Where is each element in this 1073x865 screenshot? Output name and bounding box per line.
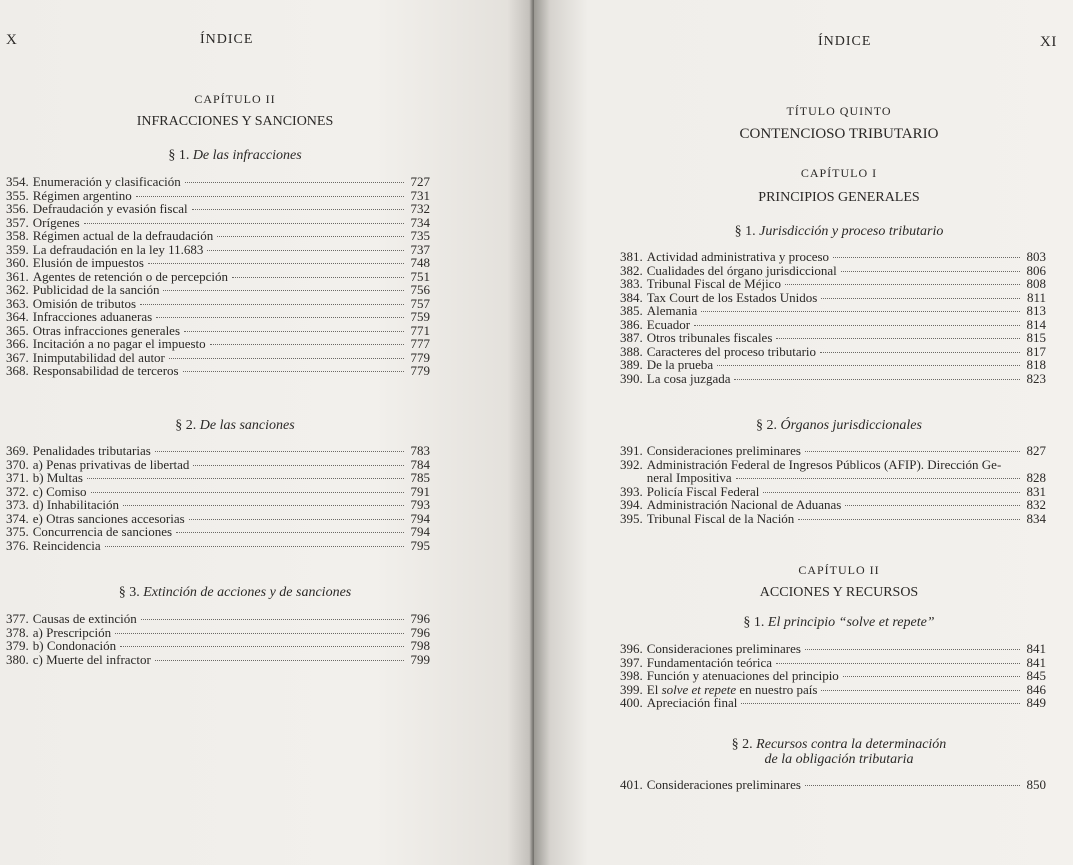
toc-entry <box>6 256 430 270</box>
entry-title: d) Inhabilitación <box>32 497 120 512</box>
leader-dots <box>821 690 1020 691</box>
entry-title: Otras infracciones generales <box>32 322 181 338</box>
leader-dots <box>192 209 404 210</box>
entry-number: 354. <box>6 174 29 189</box>
toc-entry <box>6 189 430 203</box>
entry-page: 841 <box>1026 641 1046 656</box>
entry-title: Infracciones aduaneras <box>32 309 153 324</box>
toc-entry <box>620 642 1046 656</box>
left-section-2-heading <box>0 418 470 434</box>
toc-entry <box>620 458 1046 485</box>
entry-number: 371. <box>6 470 29 485</box>
leader-dots <box>776 663 1020 664</box>
leader-dots <box>140 304 404 305</box>
toc-entry <box>6 539 430 553</box>
entry-number: 381. <box>620 249 643 264</box>
entry-title: Cualidades del órgano jurisdiccional <box>646 262 837 278</box>
entry-page: 794 <box>410 524 430 539</box>
entry-page: 737 <box>410 241 430 257</box>
entry-page: 823 <box>1026 370 1046 386</box>
section-title: Jurisdicción y proceso tributario <box>759 224 944 239</box>
leader-dots <box>141 619 404 620</box>
entry-number: 355. <box>6 187 29 203</box>
leader-dots <box>91 492 404 493</box>
leader-dots <box>84 223 404 224</box>
entry-number: 395. <box>620 510 643 526</box>
titulo-name: CONTENCIOSO TRIBUTARIO <box>739 126 939 142</box>
entry-number: 391. <box>620 443 643 458</box>
toc-entry <box>6 525 430 539</box>
leader-dots <box>176 532 404 533</box>
entry-number: 394. <box>620 497 643 512</box>
entry-title: Responsabilidad de terceros <box>32 363 179 378</box>
left-section-1-list <box>6 175 430 378</box>
leader-dots <box>105 546 404 547</box>
toc-entry <box>620 331 1046 345</box>
right-chapter-2-label: CAPÍTULO II <box>798 563 880 577</box>
entry-number: 375. <box>6 524 29 539</box>
entry-page: 808 <box>1026 276 1046 291</box>
entry-title: Otros tribunales fiscales <box>646 330 773 345</box>
leader-dots <box>717 365 1020 366</box>
entry-page: 785 <box>410 470 430 485</box>
entry-page: 784 <box>410 456 430 472</box>
entry-title: Alemania <box>646 303 698 318</box>
toc-entry <box>620 250 1046 264</box>
entry-number: 356. <box>6 201 29 216</box>
leader-dots <box>189 519 404 520</box>
toc-entry <box>6 485 430 499</box>
leader-dots <box>734 379 1020 380</box>
entry-page: 757 <box>410 295 430 311</box>
entry-page: 798 <box>410 638 430 653</box>
section-title: Órganos jurisdiccionales <box>780 418 922 433</box>
toc-entry <box>6 297 430 311</box>
entry-title: Tribunal Fiscal de la Nación <box>646 510 795 526</box>
entry-title: Policía Fiscal Federal <box>646 483 760 499</box>
right-section-1-list <box>620 250 1046 385</box>
toc-entry <box>6 243 430 257</box>
section-sign: § 1. <box>168 148 190 163</box>
toc-entry <box>6 639 430 653</box>
toc-entry <box>620 291 1046 305</box>
entry-number: 386. <box>620 316 643 332</box>
toc-entry <box>6 351 430 365</box>
entry-title: Penalidades tributarias <box>32 443 151 458</box>
entry-title: Consideraciones preliminares <box>646 777 801 792</box>
entry-title: Concurrencia de sanciones <box>32 524 173 539</box>
entry-page: 732 <box>410 201 430 216</box>
entry-page: 849 <box>1026 695 1046 710</box>
entry-page: 850 <box>1026 777 1046 792</box>
entry-number: 397. <box>620 654 643 670</box>
toc-entry <box>620 264 1046 278</box>
leader-dots <box>763 492 1020 493</box>
entry-title: Publicidad de la sanción <box>32 282 160 297</box>
section-title: De las infracciones <box>192 148 302 163</box>
toc-entry <box>6 324 430 338</box>
entry-title: Tribunal Fiscal de Méjico <box>646 276 781 291</box>
entry-number: 373. <box>6 497 29 512</box>
entry-title: b) Multas <box>32 470 83 485</box>
section-title: De las sanciones <box>199 418 295 433</box>
left-section-2-list <box>6 444 430 552</box>
leader-dots <box>776 338 1020 339</box>
entry-title: El solve et repete en nuestro país <box>646 681 818 697</box>
entry-title: a) Prescripción <box>32 624 112 640</box>
entry-title: e) Otras sanciones accesorias <box>32 510 185 526</box>
leader-dots <box>156 317 404 318</box>
leader-dots <box>798 519 1020 520</box>
entry-number: 383. <box>620 276 643 291</box>
toc-entry <box>620 512 1046 526</box>
entry-title: b) Condonación <box>32 638 117 653</box>
leader-dots <box>841 271 1020 272</box>
leader-dots <box>155 660 404 661</box>
toc-entry <box>6 653 430 667</box>
section-sign: § 2. <box>175 418 197 433</box>
entry-title: Apreciación final <box>646 695 738 710</box>
leader-dots <box>741 703 1020 704</box>
entry-number: 401. <box>620 777 643 792</box>
entry-page: 796 <box>410 624 430 640</box>
entry-page: 779 <box>410 349 430 365</box>
toc-entry <box>620 318 1046 332</box>
toc-entry <box>6 270 430 284</box>
toc-entry <box>6 229 430 243</box>
entry-number: 367. <box>6 349 29 365</box>
left-page-number: X <box>6 32 18 48</box>
entry-page: 827 <box>1026 443 1046 458</box>
section-sign: § 3. <box>118 585 140 600</box>
entry-number: 388. <box>620 343 643 359</box>
entry-title: Régimen actual de la defraudación <box>32 228 214 243</box>
entry-number: 382. <box>620 262 643 278</box>
leader-dots <box>701 311 1020 312</box>
toc-entry <box>6 444 430 458</box>
toc-entry <box>620 669 1046 683</box>
leader-dots <box>136 196 404 197</box>
entry-page: 748 <box>410 255 430 270</box>
right-chapter-1-label: CAPÍTULO I <box>800 166 878 180</box>
entry-title: Causas de extinción <box>32 611 137 626</box>
entry-page: 791 <box>410 483 430 499</box>
toc-entry <box>620 485 1046 499</box>
leader-dots <box>163 290 404 291</box>
entry-page: 759 <box>410 309 430 324</box>
entry-title: La cosa juzgada <box>646 370 731 386</box>
leader-dots <box>210 344 404 345</box>
entry-number: 389. <box>620 357 643 372</box>
left-section-3-list <box>6 612 430 666</box>
leader-dots <box>184 331 404 332</box>
right-running-head: ÍNDICE <box>818 34 872 49</box>
toc-entry <box>6 471 430 485</box>
entry-title: Defraudación y evasión fiscal <box>32 201 188 216</box>
right-section-2-heading <box>634 418 1044 434</box>
leader-dots <box>87 478 404 479</box>
leader-dots <box>694 325 1020 326</box>
entry-page: 734 <box>410 214 430 230</box>
entry-title: Enumeración y clasificación <box>32 174 181 189</box>
leader-dots <box>821 298 1020 299</box>
entry-page: 779 <box>410 363 430 378</box>
entry-title: Régimen argentino <box>32 187 132 203</box>
entry-number: 368. <box>6 363 29 378</box>
leader-dots <box>148 263 404 264</box>
toc-entry <box>620 345 1046 359</box>
entry-page: 834 <box>1026 510 1046 526</box>
toc-entry <box>620 498 1046 512</box>
right-section-4-heading <box>634 737 1044 767</box>
entry-title: Ecuador <box>646 316 691 332</box>
right-page <box>534 0 1073 865</box>
entry-page: 727 <box>410 174 430 189</box>
entry-number: 372. <box>6 483 29 499</box>
entry-number: 363. <box>6 295 29 311</box>
section-title: El principio “solve et repete” <box>767 615 935 630</box>
titulo-label: TÍTULO QUINTO <box>786 104 892 118</box>
entry-number: 400. <box>620 695 643 710</box>
entry-number: 376. <box>6 537 29 553</box>
entry-title: Orígenes <box>32 214 80 230</box>
entry-page: 795 <box>410 537 430 553</box>
entry-number: 361. <box>6 268 29 284</box>
section-sign: § 1. <box>734 224 756 239</box>
toc-entry <box>620 372 1046 386</box>
right-chapter-2-title: ACCIONES Y RECURSOS <box>759 585 919 600</box>
toc-entry <box>6 337 430 351</box>
entry-title: La defraudación en la ley 11.683 <box>32 241 204 257</box>
entry-title: Consideraciones preliminares <box>646 641 801 656</box>
entry-title: Elusión de impuestos <box>32 255 144 270</box>
toc-entry <box>620 304 1046 318</box>
entry-title: Incitación a no pagar el impuesto <box>32 336 206 351</box>
leader-dots <box>169 358 404 359</box>
leader-dots <box>183 371 404 372</box>
entry-page: 806 <box>1026 262 1046 278</box>
toc-entry <box>6 283 430 297</box>
entry-page: 771 <box>410 322 430 338</box>
left-chapter-title: INFRACCIONES Y SANCIONES <box>136 114 334 129</box>
entry-number: 374. <box>6 510 29 526</box>
entry-number: 360. <box>6 255 29 270</box>
entry-number: 357. <box>6 214 29 230</box>
entry-number: 399. <box>620 681 643 697</box>
entry-page: 803 <box>1026 249 1046 264</box>
entry-number: 378. <box>6 624 29 640</box>
leader-dots <box>833 257 1020 258</box>
entry-page: 815 <box>1026 330 1046 345</box>
leader-dots <box>155 451 404 452</box>
entry-page: 751 <box>410 268 430 284</box>
entry-page: 828 <box>1026 470 1046 485</box>
toc-entry <box>620 696 1046 710</box>
right-section-3-list <box>620 642 1046 710</box>
toc-entry <box>6 498 430 512</box>
right-chapter-1-title: PRINCIPIOS GENERALES <box>758 190 920 205</box>
toc-entry <box>620 656 1046 670</box>
entry-page: 777 <box>410 336 430 351</box>
toc-entry <box>620 277 1046 291</box>
entry-title: c) Comiso <box>32 483 87 499</box>
leader-dots <box>805 451 1020 452</box>
entry-number: 377. <box>6 611 29 626</box>
toc-entry <box>620 683 1046 697</box>
entry-title: Fundamentación teórica <box>646 654 773 670</box>
section-sign: § 2. <box>731 737 753 752</box>
entry-title: a) Penas privativas de libertad <box>32 456 190 472</box>
entry-page: 814 <box>1026 316 1046 332</box>
entry-title: Consideraciones preliminares <box>646 443 801 458</box>
entry-number: 387. <box>620 330 643 345</box>
entry-page: 831 <box>1026 483 1046 499</box>
leader-dots <box>185 182 404 183</box>
toc-entry <box>6 612 430 626</box>
entry-page: 811 <box>1026 289 1046 305</box>
toc-entry <box>6 310 430 324</box>
leader-dots <box>805 785 1020 786</box>
leader-dots <box>843 676 1020 677</box>
leader-dots <box>805 649 1020 650</box>
section-title-line-1: Recursos contra la determinación <box>756 737 947 752</box>
entry-title: Agentes de retención o de percepción <box>32 268 229 284</box>
leader-dots <box>207 250 404 251</box>
entry-title: Inimputabilidad del autor <box>32 349 165 365</box>
entry-page: 813 <box>1026 303 1046 318</box>
entry-page: 794 <box>410 510 430 526</box>
section-title: Extinción de acciones y de sanciones <box>143 585 352 600</box>
entry-title: Actividad administrativa y proceso <box>646 249 830 264</box>
entry-number: 385. <box>620 303 643 318</box>
entry-page: 783 <box>410 443 430 458</box>
left-section-1-heading <box>0 148 470 164</box>
right-section-3-heading <box>634 615 1044 631</box>
entry-page: 818 <box>1026 357 1046 372</box>
entry-page: 756 <box>410 282 430 297</box>
entry-title: De la prueba <box>646 357 714 372</box>
entry-number: 366. <box>6 336 29 351</box>
entry-page: 845 <box>1026 668 1046 683</box>
section-sign: § 2. <box>756 418 778 433</box>
right-page-number: XI <box>1040 34 1057 50</box>
entry-number: 398. <box>620 668 643 683</box>
entry-number: 384. <box>620 289 643 305</box>
entry-page: 796 <box>410 611 430 626</box>
entry-page: 832 <box>1026 497 1046 512</box>
left-running-head: ÍNDICE <box>200 32 254 47</box>
entry-title: Caracteres del proceso tributario <box>646 343 817 359</box>
leader-dots <box>785 284 1020 285</box>
entry-number: 390. <box>620 370 643 386</box>
leader-dots <box>193 465 404 466</box>
entry-page: 817 <box>1026 343 1046 359</box>
entry-title: Función y atenuaciones del principio <box>646 668 839 683</box>
toc-entry <box>6 458 430 472</box>
entry-title: Administración Federal de Ingresos Públicos (AFIP). Dirección Ge- <box>646 456 1002 472</box>
leader-dots <box>820 352 1020 353</box>
leader-dots <box>123 505 404 506</box>
entry-page: 799 <box>410 651 430 667</box>
entry-title: Tax Court de los Estados Unidos <box>646 289 818 305</box>
left-chapter-label: CAPÍTULO II <box>194 92 276 106</box>
leader-dots <box>232 277 404 278</box>
left-page <box>0 0 534 865</box>
entry-page: 731 <box>410 187 430 203</box>
toc-entry <box>6 512 430 526</box>
leader-dots <box>115 633 404 634</box>
toc-entry <box>6 216 430 230</box>
entry-page: 846 <box>1026 681 1046 697</box>
leader-dots <box>120 646 404 647</box>
entry-page: 841 <box>1026 654 1046 670</box>
leader-dots <box>736 478 1020 479</box>
entry-number: 359. <box>6 241 29 257</box>
toc-entry <box>620 358 1046 372</box>
entry-number: 358. <box>6 228 29 243</box>
right-section-1-heading <box>634 224 1044 240</box>
leader-dots <box>217 236 404 237</box>
entry-title: Administración Nacional de Aduanas <box>646 497 842 512</box>
entry-number: 393. <box>620 483 643 499</box>
entry-page: 735 <box>410 228 430 243</box>
toc-entry <box>620 778 1046 792</box>
entry-number: 362. <box>6 282 29 297</box>
entry-title: Reincidencia <box>32 537 101 553</box>
right-section-4-list <box>620 778 1046 792</box>
entry-number: 370. <box>6 456 29 472</box>
left-section-3-heading <box>0 585 470 601</box>
toc-entry <box>620 444 1046 458</box>
toc-entry <box>6 364 430 378</box>
entry-title: c) Muerte del infractor <box>32 651 151 667</box>
entry-number: 364. <box>6 309 29 324</box>
right-section-2-list <box>620 444 1046 525</box>
section-sign: § 1. <box>743 615 765 630</box>
entry-number: 396. <box>620 641 643 656</box>
section-title-line-2: de la obligación tributaria <box>764 752 914 767</box>
entry-number: 365. <box>6 322 29 338</box>
entry-title-continued: neral Impositiva <box>646 470 732 485</box>
entry-number: 379. <box>6 638 29 653</box>
entry-title: Omisión de tributos <box>32 295 137 311</box>
entry-number: 380. <box>6 651 29 667</box>
toc-entry <box>6 202 430 216</box>
entry-number: 369. <box>6 443 29 458</box>
leader-dots <box>845 505 1020 506</box>
toc-entry <box>6 626 430 640</box>
entry-page: 793 <box>410 497 430 512</box>
entry-number: 392. <box>620 456 643 472</box>
toc-entry <box>6 175 430 189</box>
